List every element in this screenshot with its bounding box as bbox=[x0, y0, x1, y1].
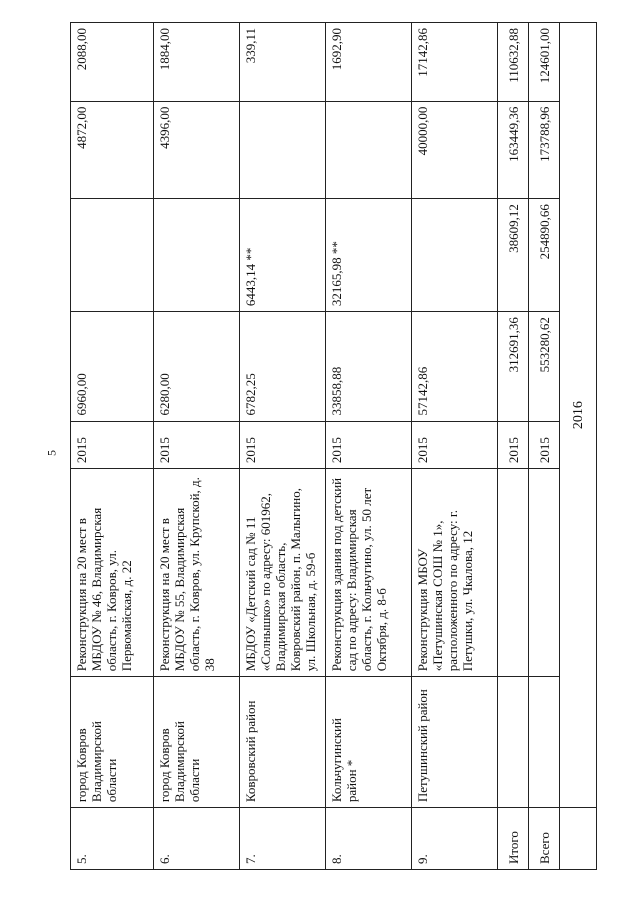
year: 2015 bbox=[326, 421, 412, 469]
table-row bbox=[412, 23, 498, 870]
regional-funds: 4872,00 bbox=[71, 101, 154, 199]
regional-funds: 173788,96 bbox=[529, 101, 560, 199]
regional-funds: 4396,00 bbox=[154, 101, 240, 199]
object-description: Реконструкция на 20 мест в МБДОУ № 46, Владимирская область, г. Ковров, ул. Первомайская, д. 22 bbox=[71, 469, 154, 677]
municipality: Кольчугинский район * bbox=[326, 677, 412, 808]
rotated-table-container bbox=[70, 20, 630, 870]
year: 2015 bbox=[154, 421, 240, 469]
total-cost: 33858,88 bbox=[326, 312, 412, 421]
table-row bbox=[154, 23, 240, 870]
table-row bbox=[240, 23, 326, 870]
itogo-label: Итого bbox=[498, 808, 529, 870]
year: 2015 bbox=[71, 421, 154, 469]
year: 2015 bbox=[240, 421, 326, 469]
federal-funds: 254890,66 bbox=[529, 199, 560, 312]
federal-funds bbox=[154, 199, 240, 312]
vsego-label: Всего bbox=[529, 808, 560, 870]
federal-funds: 6443,14 ** bbox=[240, 199, 326, 312]
row-number: 6. bbox=[154, 808, 240, 870]
local-funds: 110632,88 bbox=[498, 23, 529, 102]
row-number: 7. bbox=[240, 808, 326, 870]
page-number: 5 bbox=[44, 450, 59, 456]
federal-funds bbox=[412, 199, 498, 312]
local-funds: 339,11 bbox=[240, 23, 326, 102]
total-cost: 312691,36 bbox=[498, 312, 529, 421]
local-funds: 17142,86 bbox=[412, 23, 498, 102]
municipality: город Ковров Владимирской области bbox=[71, 677, 154, 808]
row-number: 8. bbox=[326, 808, 412, 870]
row-number: 9. bbox=[412, 808, 498, 870]
row-number: 5. bbox=[71, 808, 154, 870]
municipality: Ковровский район bbox=[240, 677, 326, 808]
object-description: Реконструкция МБОУ «Петушинская СОШ № 1», расположенного по адресу: г. Петушки, ул. Чкалова, 12 bbox=[412, 469, 498, 677]
regional-funds bbox=[326, 101, 412, 199]
total-cost: 553280,62 bbox=[529, 312, 560, 421]
local-funds: 2088,00 bbox=[71, 23, 154, 102]
object-description: МБДОУ «Детский сад № 11 «Солнышко» по адресу: 601962, Владимирская область, Ковровский район, п. Малыгино, ул. Школьная, д. 59-б bbox=[240, 469, 326, 677]
regional-funds: 163449,36 bbox=[498, 101, 529, 199]
budget-table bbox=[70, 22, 597, 870]
total-cost: 6280,00 bbox=[154, 312, 240, 421]
object-description: Реконструкция здания под детский сад по адресу: Владимирская область, г. Кольчугино, ул. 50 лет Октября, д. 8-б bbox=[326, 469, 412, 677]
total-cost: 6782,25 bbox=[240, 312, 326, 421]
year-section-row bbox=[560, 23, 597, 870]
local-funds: 1692,90 bbox=[326, 23, 412, 102]
regional-funds: 40000,00 bbox=[412, 101, 498, 199]
total-cost: 6960,00 bbox=[71, 312, 154, 421]
year: 2015 bbox=[529, 421, 560, 469]
federal-funds bbox=[71, 199, 154, 312]
local-funds: 1884,00 bbox=[154, 23, 240, 102]
year: 2015 bbox=[412, 421, 498, 469]
federal-funds: 38609,12 bbox=[498, 199, 529, 312]
year-section-label: 2016 bbox=[560, 23, 597, 808]
regional-funds bbox=[240, 101, 326, 199]
municipality: Петушинский район bbox=[412, 677, 498, 808]
table-row bbox=[326, 23, 412, 870]
total-cost: 57142,86 bbox=[412, 312, 498, 421]
local-funds: 124601,00 bbox=[529, 23, 560, 102]
object-description: Реконструкция на 20 мест в МБДОУ № 55, Владимирская область, г. Ковров, ул. Крупской, д. 38 bbox=[154, 469, 240, 677]
vsego-row bbox=[529, 23, 560, 870]
federal-funds: 32165,98 ** bbox=[326, 199, 412, 312]
municipality: город Ковров Владимирской области bbox=[154, 677, 240, 808]
itogo-row bbox=[498, 23, 529, 870]
year: 2015 bbox=[498, 421, 529, 469]
table-row bbox=[71, 23, 154, 870]
